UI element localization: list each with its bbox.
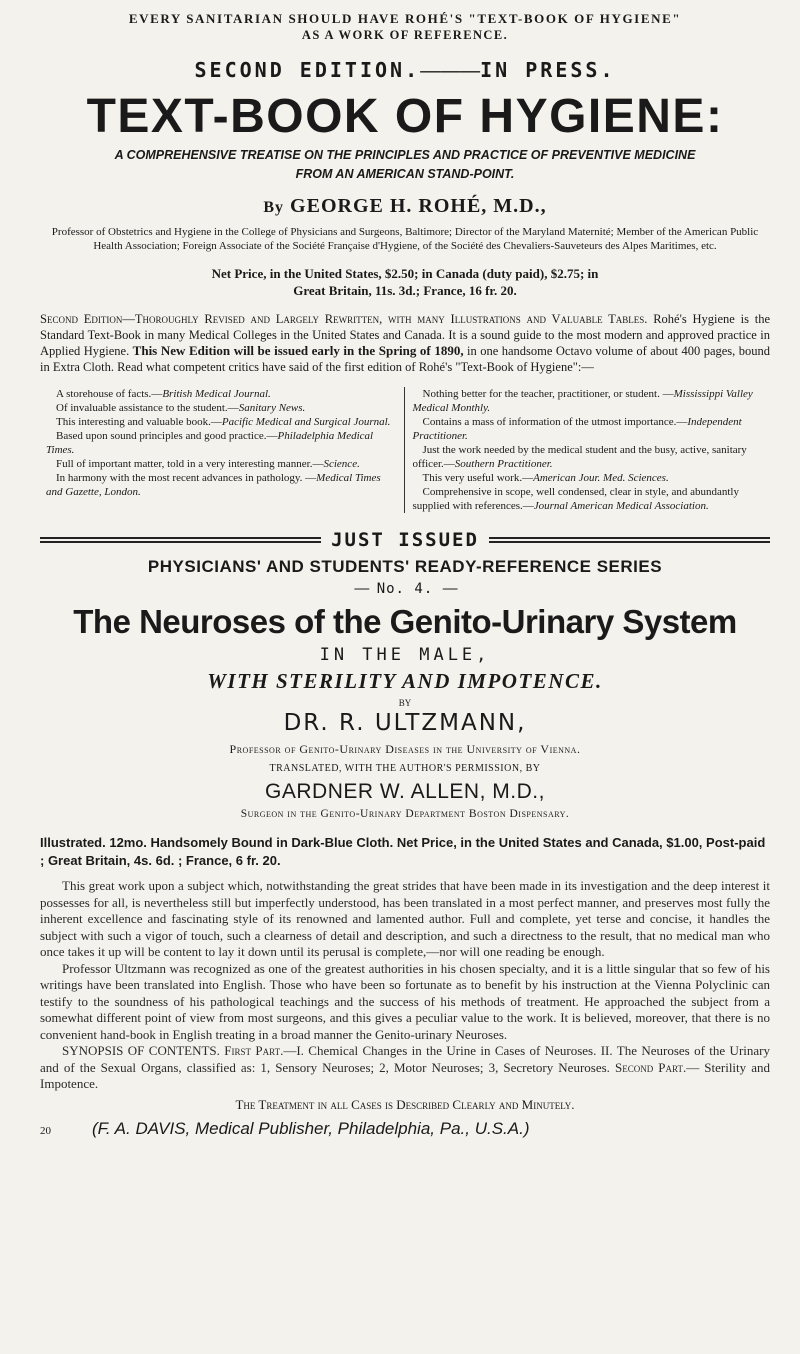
in-press-label: IN PRESS. — [480, 58, 616, 82]
book1-desc-lead: Second Edition—Thoroughly Revised and Largely Rewritten, with many Illustrations and Valuable Tables. — [40, 312, 648, 326]
review-item: Full of important matter, told in a very interesting manner.—Science. — [56, 458, 360, 470]
body-paragraph-2: Professor Ultzmann was recognized as one of the greatest authorities in his chosen specialty, and it is a little singular that so few of his writings have been translated into English. Those who have been so fortunate as to benefit by his instruction at the Vienna Polyclinic can testify to the soundness of his pathological teachings and the success of his methods of treatment. He approached the subject from a somewhat different point of view from most surgeons, and this gives a peculiar value to the work. It is believed, moreover, that there is no convenient hand-book in English treating in a broad manner the Genito-urinary Neuroses. — [40, 960, 770, 1042]
edition-dash: ——— — [420, 60, 481, 82]
book1-price-line-1: Net Price, in the United States, $2.50; in Canada (duty paid), $2.75; in — [211, 266, 599, 281]
review-item: Of invaluable assistance to the student.—Sanitary News. — [56, 402, 306, 414]
book1-desc-text-1: Rohé's Hygiene is the Standard Text-Book in many Medical Colleges in the United States and Canada. It is a sound guide to the most modern and approved practice in Applied Hygiene. — [40, 312, 770, 358]
translated-note: TRANSLATED, WITH THE AUTHOR'S PERMISSION, BY — [269, 763, 541, 774]
page-number: 20 — [40, 1124, 51, 1137]
book1-price-line-2: Great Britain, 11s. 3d.; France, 16 fr. 20. — [293, 283, 517, 298]
edition-line — [40, 58, 770, 83]
treatment-note: The Treatment in all Cases is Described Clearly and Minutely. — [235, 1096, 575, 1112]
book1-credentials: Professor of Obstetrics and Hygiene in the College of Physicians and Surgeons, Baltimore; Director of the Maryland Maternité; Member of the American Public Health Association; Foreign Associate of the Société Française d'Hygiene, of the Société des Chevaliers-Sauveteurs des Alpes Maritimes, etc. — [51, 226, 759, 252]
edition-label: SECOND EDITION. — [194, 58, 421, 82]
book1-by: By — [263, 199, 285, 216]
review-item: This interesting and valuable book.—Pacific Medical and Surgical Journal. — [56, 416, 391, 428]
book1-author-name: GEORGE H. ROHÉ, M.D., — [290, 195, 547, 217]
divider-rule-left — [40, 537, 321, 543]
review-item: This very useful work.—American Jour. Med. Sciences. — [422, 472, 669, 484]
book1-description — [40, 311, 770, 375]
book1-author — [40, 193, 770, 221]
review-item: Based upon sound principles and good practice.—Philadelphia Medical Times. — [46, 430, 374, 456]
first-part-label: First Part. — [224, 1043, 284, 1058]
header-line-1: EVERY SANITARIAN SHOULD HAVE ROHÉ'S "TEXT-BOOK OF HYGIENE" — [128, 11, 682, 26]
book2-price: Illustrated. 12mo. Handsomely Bound in Dark-Blue Cloth. Net Price, in the United States and Canada, $1.00, Post-paid ; Great Britain, 4s. 6d. ; France, 6 fr. 20. — [40, 835, 766, 868]
book2-body — [40, 878, 770, 1093]
series-title: PHYSICIANS' AND STUDENTS' READY-REFERENCE SERIES — [147, 557, 663, 576]
second-part-label: Second Part. — [614, 1059, 687, 1075]
review-item: Contains a mass of information of the utmost importance.—Independent Practitioner. — [412, 416, 742, 442]
translator-name: GARDNER W. ALLEN, M.D., — [265, 780, 545, 803]
review-item: A storehouse of facts.—British Medical Journal. — [56, 388, 271, 400]
reviews-right-column — [405, 387, 771, 513]
book1-desc-bold: This New Edition will be issued early in the Spring of 1890, — [132, 343, 464, 358]
book2-in-male: IN THE MALE, — [319, 645, 491, 665]
book1-reviews — [40, 387, 770, 513]
publisher-line: (F. A. DAVIS, Medical Publisher, Philadelphia, Pa., U.S.A.) — [92, 1118, 530, 1138]
divider-rule-right — [489, 537, 770, 543]
review-item: Just the work needed by the medical student and the busy, active, sanitary officer.—Southern Practitioner. — [412, 444, 747, 470]
header-line-2: AS A WORK OF REFERENCE. — [301, 28, 509, 42]
translator-position: Surgeon in the Genito-Urinary Department Boston Dispensary. — [240, 808, 570, 820]
synopsis-text-1: —I. Chemical Changes in the Urine in Cases of Neuroses. II. The Neuroses of the Urinary and of the Sexual Organs, classified as: 1, Sensory Neuroses; 2, Motor Neuroses; 3, Secretory Neuroses. — [40, 1043, 770, 1075]
book2-author-position: Professor of Genito-Urinary Diseases in the University of Vienna. — [229, 742, 581, 756]
synopsis-paragraph — [40, 1043, 770, 1093]
book1-subtitle-1: A COMPREHENSIVE TREATISE ON THE PRINCIPLES AND PRACTICE OF PREVENTIVE MEDICINE — [114, 148, 696, 162]
book2-title: The Neuroses of the Genito-Urinary System — [73, 603, 737, 640]
book1-desc-text-2: in one handsome Octavo volume of about 400 pages, bound in Extra Cloth. Read what competent critics have said of the first edition of Rohé's "Text-Book of Hygiene":— — [40, 344, 770, 374]
synopsis-label: SYNOPSIS OF CONTENTS. — [62, 1043, 220, 1058]
just-issued-label: JUST ISSUED — [331, 529, 479, 551]
synopsis-text-2: — Sterility and Impotence. — [40, 1059, 770, 1091]
book1-subtitle-2: FROM AN AMERICAN STAND-POINT. — [295, 167, 515, 181]
book1-price — [40, 265, 770, 299]
book2-by: BY — [398, 698, 412, 708]
footer — [40, 1119, 770, 1139]
series-number: —— No. 4. —— — [354, 581, 456, 597]
just-issued-banner — [40, 529, 770, 551]
review-item: Nothing better for the teacher, practitioner, or student. —Mississippi Valley Medical Monthly. — [412, 388, 753, 414]
body-paragraph-1: This great work upon a subject which, notwithstanding the great strides that have been made in its investigation and the deep interest it possesses for all, is nevertheless still but imperfectly understood, has been translated in a most perfect manner, and preserves most fully the inherent excellence and fascinating style of its renowned and lamented author. Full and complete, yet terse and concise, it handles the subject with such a vigor of touch, such a clearness of detail and description, and such a directness to the result, that no medical man who once takes it up will be content to lay it down until its perusal is complete,—nor will one reading be enough. — [40, 878, 770, 959]
book2-author: DR. R. ULTZMANN, — [283, 710, 527, 736]
book1-title: TEXT-BOOK OF HYGIENE: — [86, 90, 724, 143]
review-item: Comprehensive in scope, well condensed, clear in style, and abundantly supplied with references.—Journal American Medical Association. — [412, 486, 739, 512]
book2-with-line: WITH STERILITY AND IMPOTENCE. — [207, 669, 603, 693]
review-item: In harmony with the most recent advances in pathology. —Medical Times and Gazette, London. — [46, 472, 381, 498]
reviews-left-column — [40, 387, 405, 513]
